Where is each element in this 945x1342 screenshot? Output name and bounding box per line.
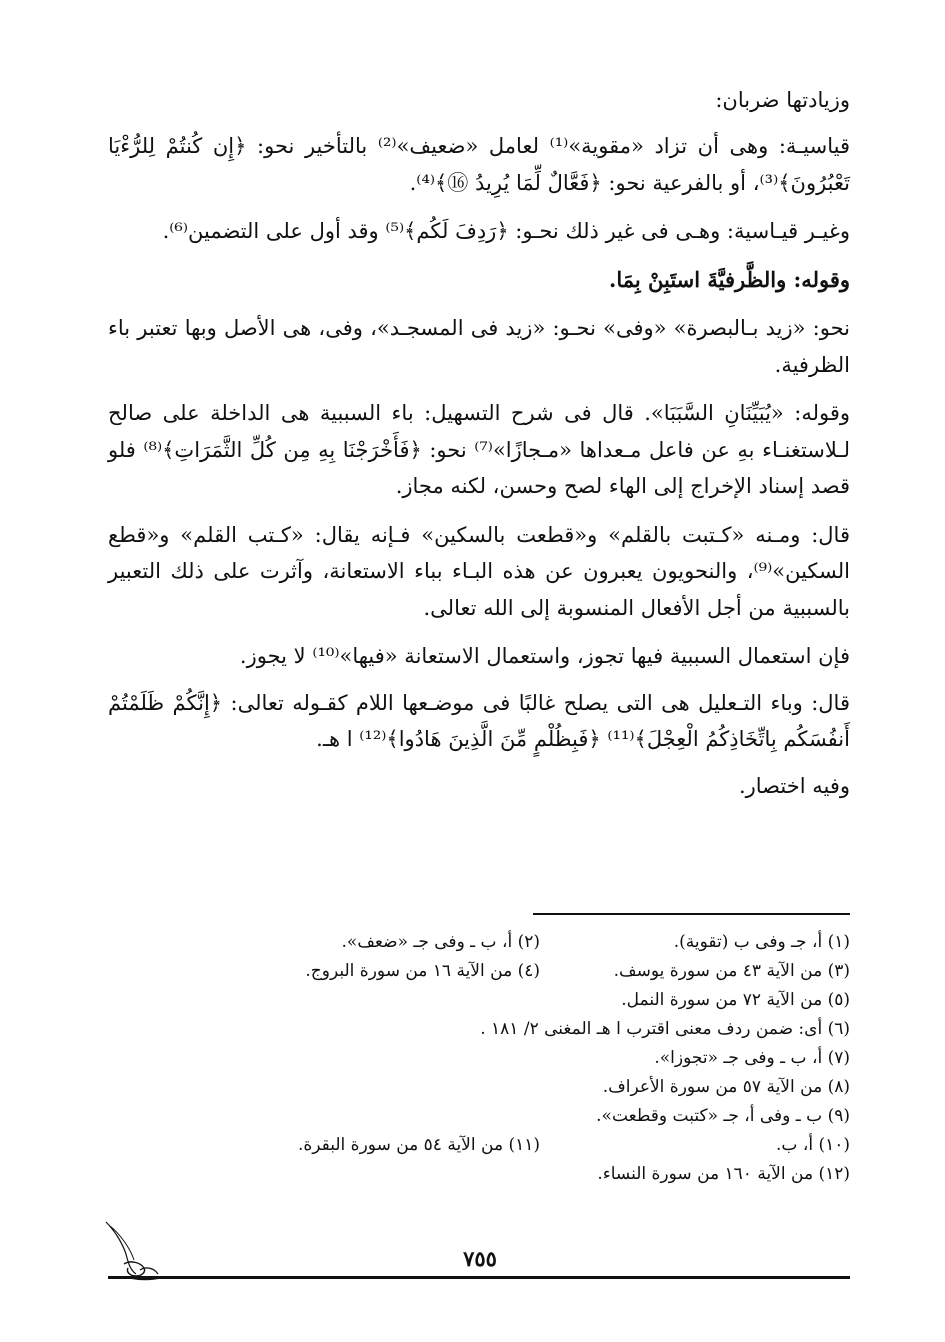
footnote-row <box>230 1160 850 1189</box>
quill-flourish-icon <box>100 1220 170 1282</box>
footnote: (٢) أ، ب ـ وفى جـ «ضعف». <box>341 932 540 952</box>
footnote: (١) أ، جـ وفى ب (تقوية). <box>673 932 850 952</box>
footnote-row <box>230 928 850 957</box>
footnote: (١١) من الآية ٥٤ من سورة البقرة. <box>297 1135 540 1155</box>
footnote: (٥) من الآية ٧٢ من سورة النمل. <box>621 990 850 1010</box>
footnote: (٦) أى: ضمن ردف معنى اقترب ا هـ المغنى ٢/ ١٨١ . <box>480 1019 850 1039</box>
footnote-row <box>230 957 850 986</box>
main-text <box>108 82 850 816</box>
footnote: (١٢) من الآية ١٦٠ من سورة النساء. <box>597 1164 850 1184</box>
paragraph-sababiya: وقوله: «يُبَيِّنَانِ السَّبَبَا». قال فى شرح التسهيل: باء السببية هى الداخلة على صالح لـلاستغنـاء بهِ عن فاعل مـعداها «مـجازًا»⁽⁷⁾ نحو: ﴿فَأَخْرَجْنَا بِهِ مِن كُلِّ الثَّمَرَاتِ﴾⁽⁸⁾ فلو قصد إسناد الإخراج إلى الهاء لصح وحسن، لكنه مجاز. <box>108 401 850 498</box>
bottom-rule <box>108 1276 850 1279</box>
paragraph-tajawwuz: فإن استعمال السببية فيها تجوز، واستعمال الاستعانة «فيها»⁽¹⁰⁾ لا يجوز. <box>239 644 850 668</box>
footnote: (٩) ب ـ وفى أ، جـ «كتبت وقطعت». <box>596 1106 850 1126</box>
footnote-row <box>230 1131 850 1160</box>
footnote: (٨) من الآية ٥٧ من سورة الأعراف. <box>602 1077 850 1097</box>
footnote: (٣) من الآية ٤٣ من سورة يوسف. <box>613 961 850 981</box>
footnote-row <box>230 986 850 1015</box>
footnotes-section <box>230 928 850 1189</box>
paragraph-qiyasiya: قياسيـة: وهى أن تزاد «مقوية»⁽¹⁾ لعامل «ضعيف»⁽²⁾ بالتأخير نحو: ﴿إِن كُنتُمْ لِلرُّءْيَا تَعْبُرُونَ﴾⁽³⁾، أو بالفرعية نحو: ﴿فَعَّالٌ لِّمَا يُرِيدُ ⑯﴾⁽⁴⁾. <box>108 134 851 195</box>
footnote: (٧) أ، ب ـ وفى جـ «تجوزا». <box>654 1048 850 1068</box>
paragraph-examples: نحو: «زيد بـالبصرة» «وفى» نحـو: «زيد فى المسجـد»، وفى، هى الأصل وبها تعتبر باء الظرفية. <box>108 316 850 377</box>
footnote: (١٠) أ، ب. <box>776 1135 850 1155</box>
footnote: (٤) من الآية ١٦ من سورة البروج. <box>305 961 540 981</box>
verse-line-zarfiya: وقوله: والظَّرفيَّةَ استَبِنْ بِمَا. <box>609 266 850 292</box>
footnote-row <box>230 1073 850 1102</box>
footnote-row <box>230 1015 850 1044</box>
intro-line: وزيادتها ضربان: <box>715 88 850 112</box>
footnote-separator <box>533 913 850 915</box>
paragraph-taalil: قال: وباء التـعليل هى التى يصلح غالبًا فى موضـعها اللام كقـوله تعالى: ﴿إِنَّكُمْ ظَلَمْتُمْ أَنفُسَكُم بِاتِّخَاذِكُمُ الْعِجْلَ﴾⁽¹¹⁾ ﴿فَبِظُلْمٍ مِّنَ الَّذِينَ هَادُوا﴾⁽¹²⁾ ا هـ. <box>108 690 850 751</box>
footnote-row <box>230 1044 850 1073</box>
paragraph-istiana: قال: ومـنه «كـتبت بالقلم» و«قطعت بالسكين» فـإنه يقال: «كـتب القلم» و«قطع السكين»⁽⁹⁾، والنحويون يعبرون عن هذه البـاء بباء الاستعانة، وآثرت على ذلك التعبير بالسببية من أجل الأفعال المنسوبة إلى الله تعالى. <box>108 522 850 620</box>
page-number: ٧٥٥ <box>463 1246 497 1271</box>
paragraph-ghayr-qiyasiya: وغيـر قيـاسية: وهـى فى غير ذلك نحـو: ﴿رَدِفَ لَكُم﴾⁽⁵⁾ وقد أول على التضمين⁽⁶⁾. <box>162 219 850 243</box>
paragraph-ikhtisar: وفيه اختصار. <box>738 773 850 798</box>
footnote-row <box>230 1102 850 1131</box>
